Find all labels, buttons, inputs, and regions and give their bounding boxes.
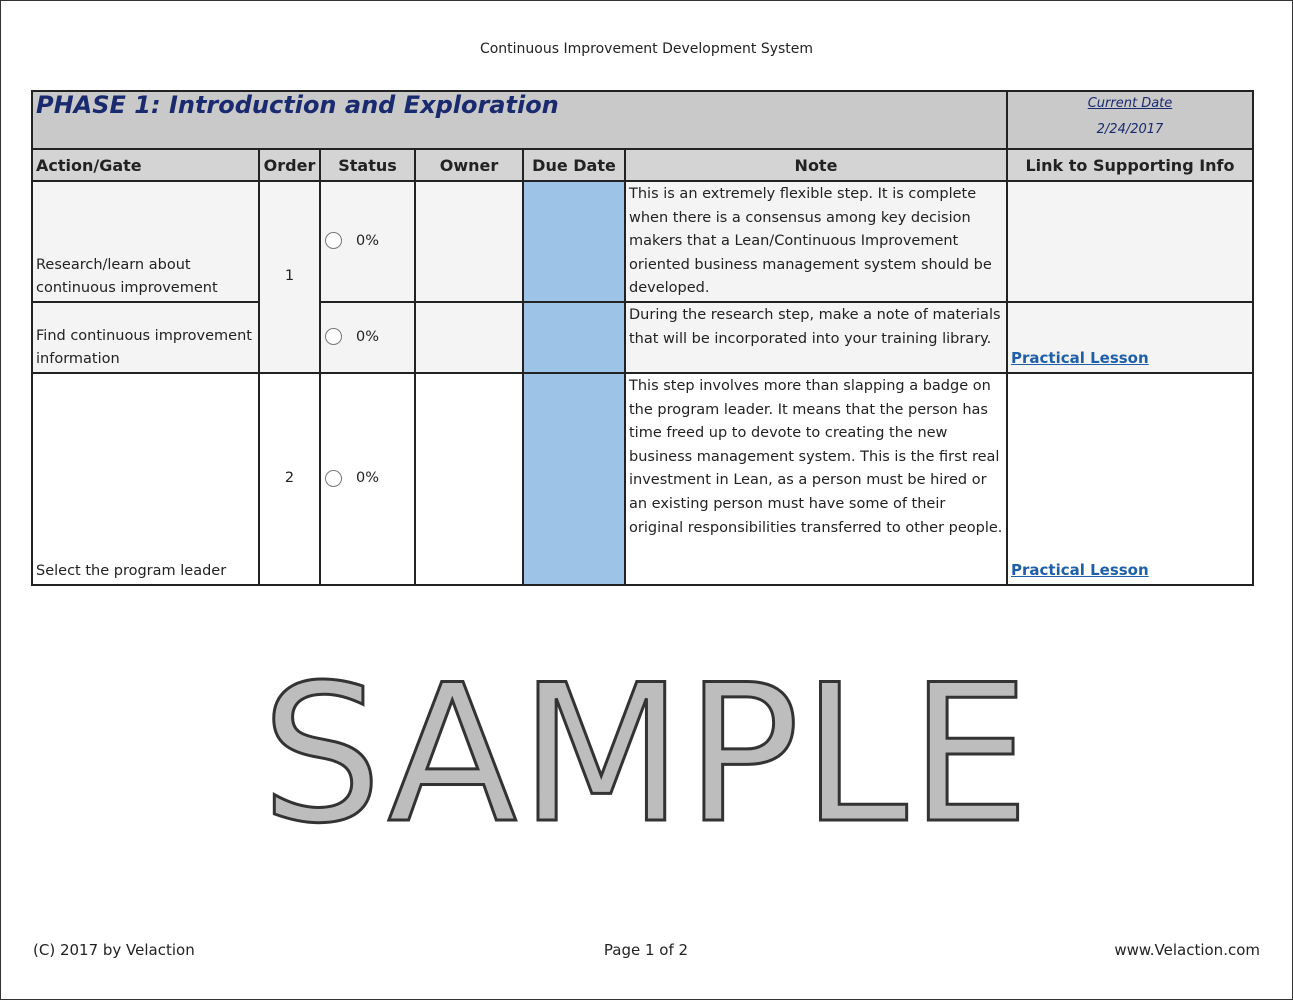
link-cell xyxy=(1007,302,1253,373)
col-link: Link to Supporting Info xyxy=(1007,149,1253,181)
sample-watermark: SAMPLE xyxy=(261,644,1032,865)
header-row xyxy=(32,149,1253,181)
action-cell: Select the program leader xyxy=(32,373,259,585)
col-due-date: Due Date xyxy=(523,149,625,181)
due-date-cell[interactable] xyxy=(523,373,625,585)
footer-copyright: (C) 2017 by Velaction xyxy=(33,941,195,959)
col-order: Order xyxy=(259,149,320,181)
status-value: 0% xyxy=(356,232,380,249)
status-radio-icon[interactable] xyxy=(325,328,342,345)
note-cell: This is an extremely flexible step. It is complete when there is a consensus among key decision makers that a Lean/Continuous Improvement oriented business management system should be developed. xyxy=(625,181,1007,302)
status-cell xyxy=(320,373,415,585)
current-date-label: Current Date xyxy=(1087,96,1173,111)
practical-lesson-link[interactable]: Practical Lesson xyxy=(1011,349,1149,368)
phase-table xyxy=(31,90,1254,586)
practical-lesson-link[interactable]: Practical Lesson xyxy=(1011,561,1149,580)
order-cell: 2 xyxy=(259,373,320,585)
col-status: Status xyxy=(320,149,415,181)
owner-cell[interactable] xyxy=(415,373,523,585)
current-date-cell xyxy=(1007,91,1253,149)
action-cell: Research/learn about continuous improvement xyxy=(32,181,259,302)
current-date-value: 2/24/2017 xyxy=(1096,122,1164,137)
status-radio-icon[interactable] xyxy=(325,470,342,487)
footer-page-number: Page 1 of 2 xyxy=(603,941,689,959)
table-row xyxy=(32,373,1253,585)
due-date-cell[interactable] xyxy=(523,302,625,373)
owner-cell[interactable] xyxy=(415,302,523,373)
col-action-gate: Action/Gate xyxy=(32,149,259,181)
table-row xyxy=(32,181,1253,302)
footer-website: www.Velaction.com xyxy=(1114,941,1260,959)
owner-cell[interactable] xyxy=(415,181,523,302)
status-value: 0% xyxy=(356,470,380,487)
phase-title: PHASE 1: Introduction and Exploration xyxy=(32,91,1007,149)
col-owner: Owner xyxy=(415,149,523,181)
status-cell xyxy=(320,181,415,302)
action-cell: Find continuous improvement information xyxy=(32,302,259,373)
col-note: Note xyxy=(625,149,1007,181)
status-radio-icon[interactable] xyxy=(325,232,342,249)
status-value: 0% xyxy=(356,328,380,345)
note-cell: During the research step, make a note of materials that will be incorporated into your training library. xyxy=(625,302,1007,373)
due-date-cell[interactable] xyxy=(523,181,625,302)
note-cell: This step involves more than slapping a badge on the program leader. It means that the person has time freed up to devote to creating the new business management system. This is the first real investment in Lean, as a person must be hired or an existing person must have some of their original responsibilities transferred to other people. xyxy=(625,373,1007,585)
status-cell xyxy=(320,302,415,373)
link-cell xyxy=(1007,181,1253,302)
link-cell xyxy=(1007,373,1253,585)
order-cell: 1 xyxy=(259,181,320,373)
table-row xyxy=(32,302,1253,373)
document-title: Continuous Improvement Development System xyxy=(479,41,814,57)
